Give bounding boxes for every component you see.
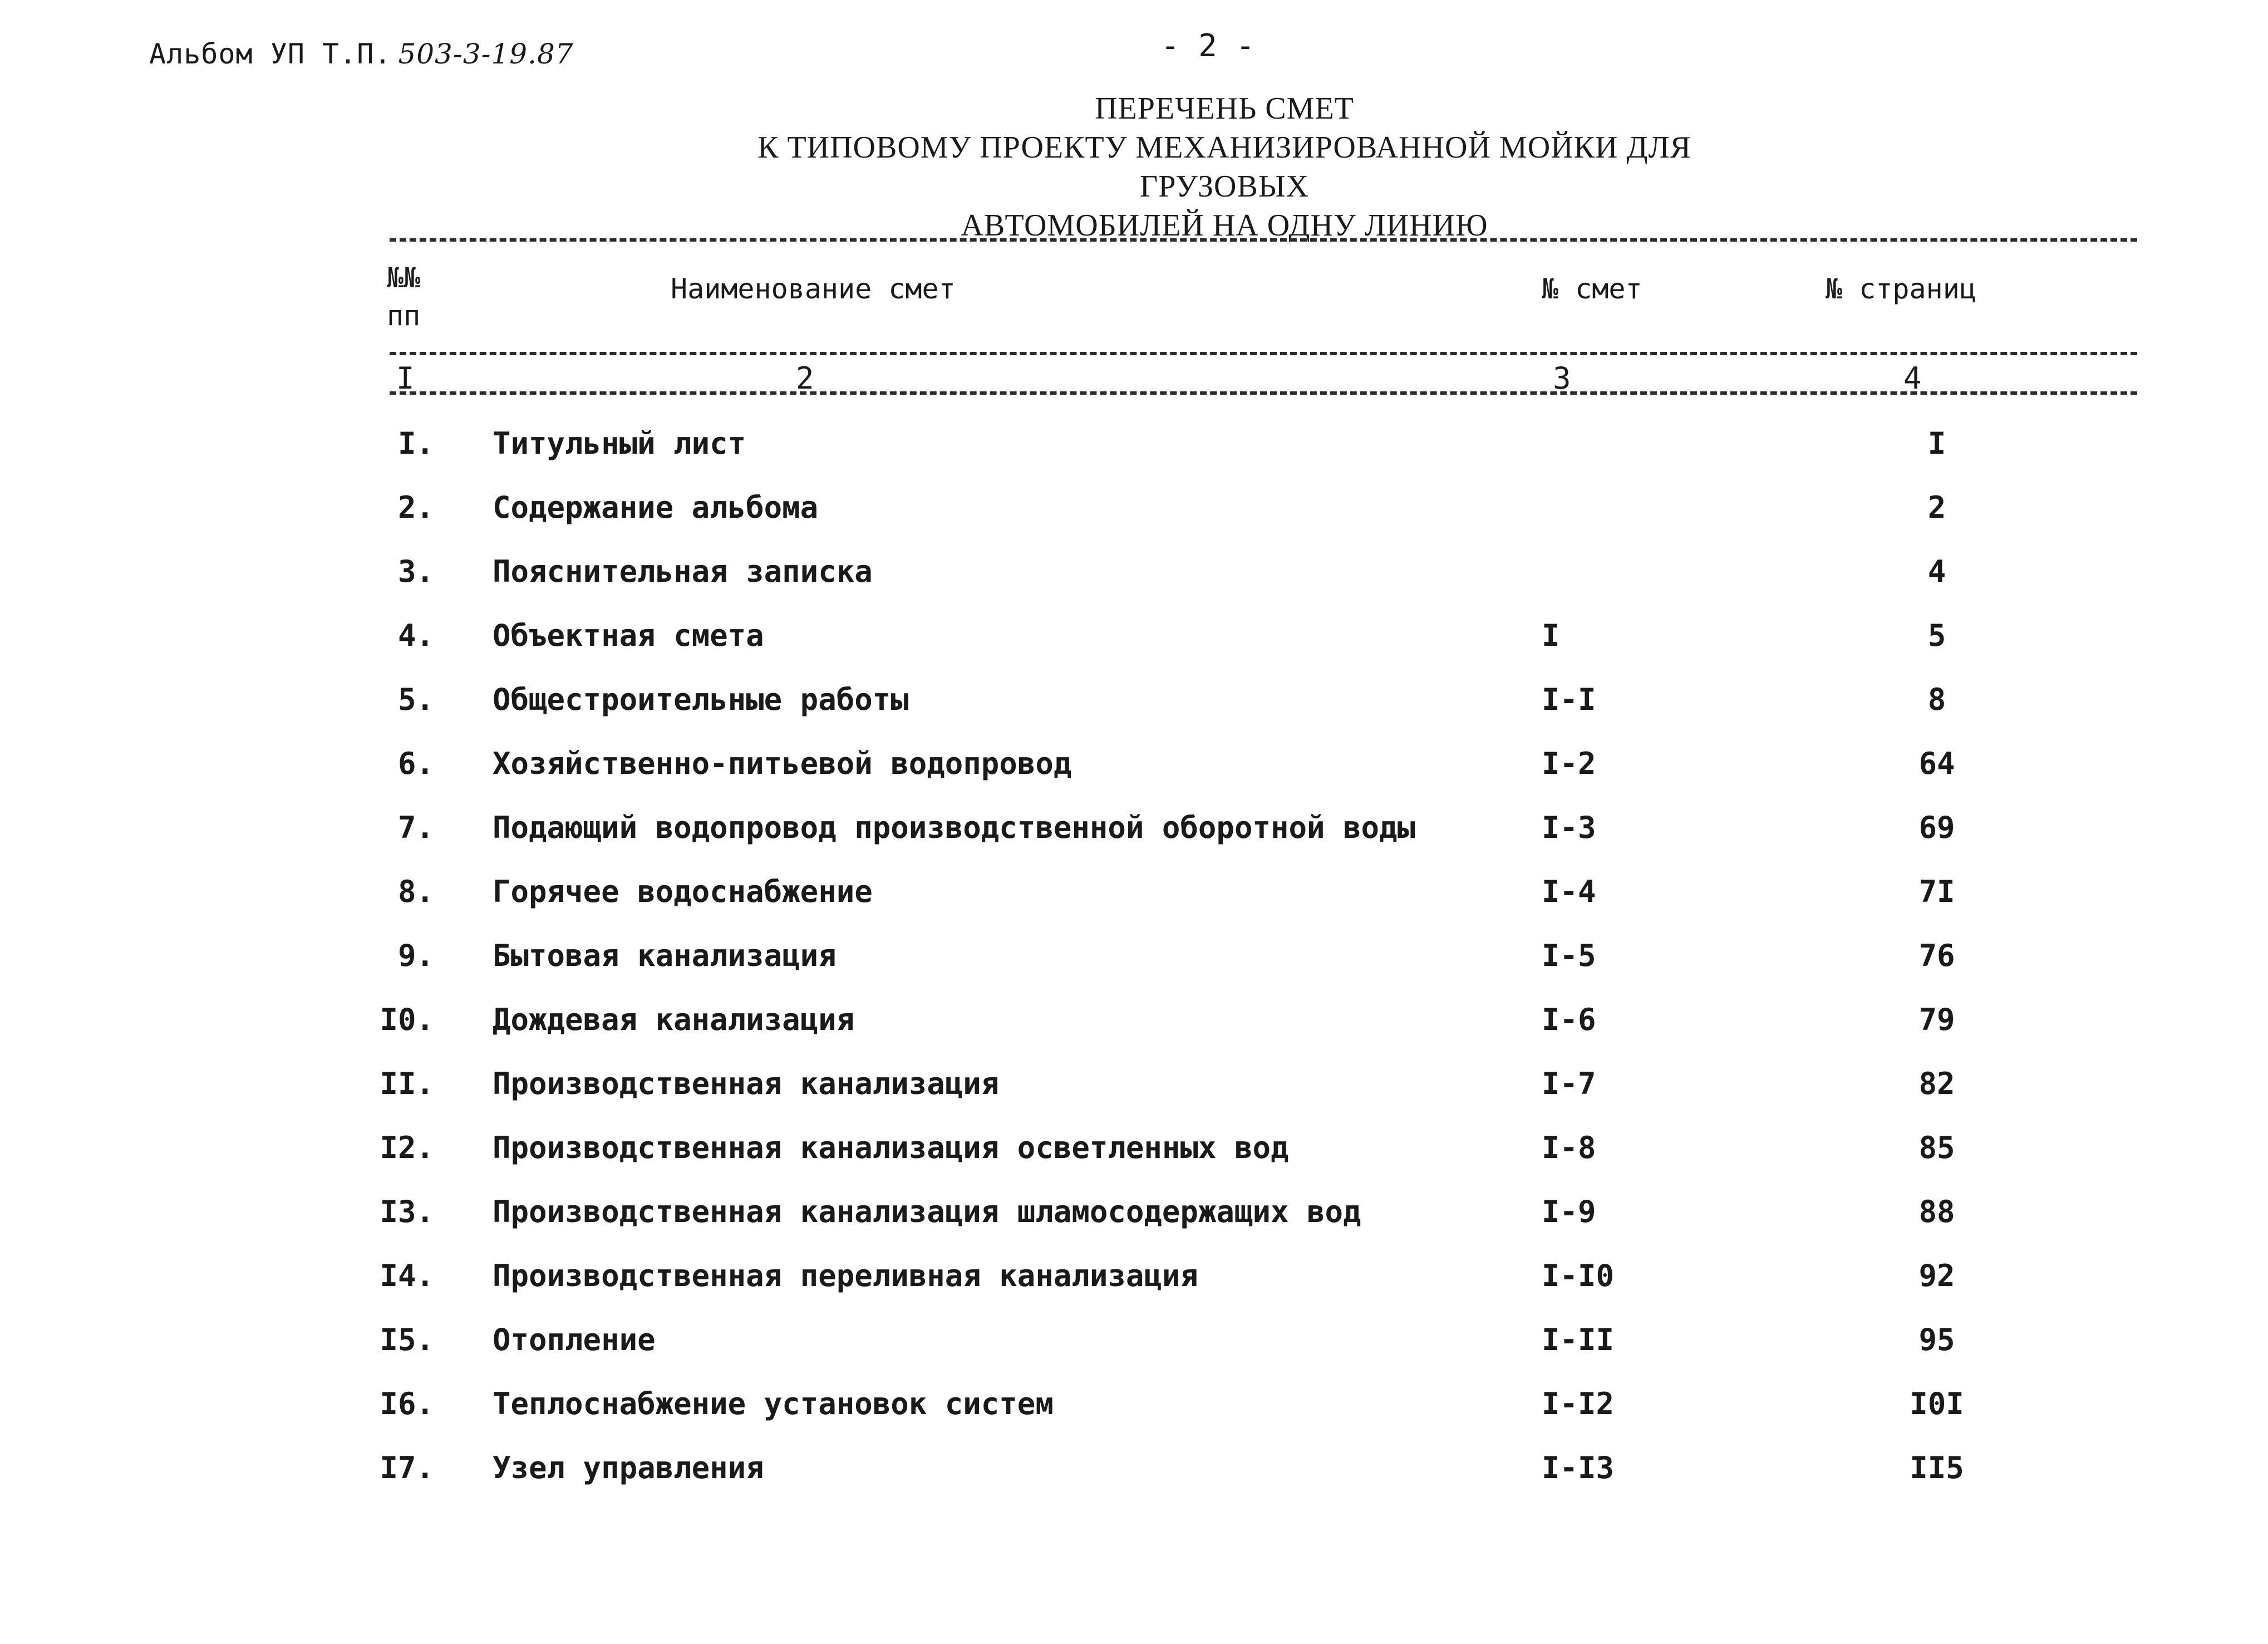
row-estimate-code: I-5: [1542, 938, 1596, 973]
album-designation: [149, 38, 574, 70]
row-number: 5.: [397, 682, 434, 717]
row-page-number: 69: [1918, 810, 1955, 845]
row-estimate-name: Пояснительная записка: [493, 554, 873, 589]
table-row: [0, 1002, 2268, 1058]
title-line-2: К ТИПОВОМУ ПРОЕКТУ МЕХАНИЗИРОВАННОЙ МОЙКИ ДЛЯ ГРУЗОВЫХ: [757, 130, 1691, 204]
page-number: - 2 -: [1160, 28, 1255, 64]
row-number: 3.: [397, 554, 434, 589]
row-page-number: 2: [1927, 490, 1946, 525]
table-row: [0, 682, 2268, 738]
header-page: № страниц: [1826, 273, 1976, 305]
column-number-1: I: [396, 361, 415, 396]
row-estimate-code: I-8: [1542, 1130, 1596, 1165]
row-page-number: 92: [1918, 1258, 1955, 1293]
row-page-number: I: [1927, 426, 1946, 461]
table-row: [0, 1386, 2268, 1442]
row-estimate-code: I-7: [1542, 1066, 1596, 1101]
row-estimate-code: I-I0: [1542, 1258, 1615, 1293]
row-number: 7.: [397, 810, 434, 845]
row-page-number: 4: [1927, 554, 1946, 589]
album-label: Альбом УП Т.П.: [149, 38, 392, 70]
row-number: I0.: [380, 1002, 434, 1037]
row-page-number: II5: [1910, 1450, 1964, 1485]
table-row: [0, 554, 2268, 610]
table-row: [0, 1322, 2268, 1378]
header-num-line1: №№: [387, 262, 421, 294]
row-estimate-name: Титульный лист: [493, 426, 746, 461]
row-number: I.: [397, 426, 434, 461]
header-num-line2: пп: [387, 300, 421, 332]
row-estimate-code: I-6: [1542, 1002, 1596, 1037]
column-numbers-rule: [390, 391, 2137, 395]
table-row: [0, 1130, 2268, 1186]
row-estimate-code: I-9: [1542, 1194, 1596, 1229]
row-estimate-name: Производственная канализация осветленных вод: [493, 1130, 1289, 1165]
row-number: I4.: [380, 1258, 434, 1293]
row-estimate-name: Производственная канализация шламосодержащих вод: [493, 1194, 1361, 1229]
row-page-number: 7I: [1918, 874, 1955, 909]
row-page-number: 8: [1927, 682, 1946, 717]
row-page-number: 95: [1918, 1322, 1955, 1357]
row-estimate-code: I-II: [1542, 1322, 1615, 1357]
row-estimate-name: Общестроительные работы: [493, 682, 909, 717]
table-row: [0, 810, 2268, 866]
row-page-number: 82: [1918, 1066, 1955, 1101]
table-row: [0, 938, 2268, 994]
row-estimate-code: I-I: [1542, 682, 1596, 717]
row-number: 4.: [397, 618, 434, 653]
row-number: I5.: [380, 1322, 434, 1357]
table-row: [0, 1066, 2268, 1122]
row-number: 9.: [397, 938, 434, 973]
row-estimate-code: I-I3: [1542, 1450, 1615, 1485]
row-page-number: 64: [1918, 746, 1955, 781]
table-row: [0, 1450, 2268, 1506]
column-number-3: 3: [1553, 361, 1571, 396]
row-estimate-name: Объектная смета: [493, 618, 764, 653]
header-bottom-rule: [390, 352, 2137, 355]
row-estimate-name: Хозяйственно-питьевой водопровод: [493, 746, 1072, 781]
row-estimate-name: Производственная переливная канализация: [493, 1258, 1198, 1293]
row-estimate-code: I-4: [1542, 874, 1596, 909]
row-estimate-name: Подающий водопровод производственной оборотной воды: [493, 810, 1416, 845]
row-estimate-name: Бытовая канализация: [493, 938, 837, 973]
row-estimate-name: Содержание альбома: [493, 490, 819, 525]
row-estimate-name: Горячее водоснабжение: [493, 874, 873, 909]
table-row: [0, 426, 2268, 482]
row-number: I6.: [380, 1386, 434, 1421]
row-number: I2.: [380, 1130, 434, 1165]
row-estimate-name: Дождевая канализация: [493, 1002, 855, 1037]
row-number: I3.: [380, 1194, 434, 1229]
column-number-4: 4: [1903, 361, 1922, 396]
table-row: [0, 1194, 2268, 1250]
title-line-1: ПЕРЕЧЕНЬ СМЕТ: [1095, 91, 1354, 126]
row-page-number: 79: [1918, 1002, 1955, 1037]
document-title: [724, 89, 1725, 245]
row-estimate-code: I-I2: [1542, 1386, 1615, 1421]
table-top-rule: [390, 238, 2137, 242]
header-name: Наименование смет: [671, 273, 956, 305]
column-number-2: 2: [796, 361, 814, 396]
row-page-number: 5: [1927, 618, 1946, 653]
album-code: 503-3-19.87: [398, 38, 574, 70]
header-code: № смет: [1542, 273, 1642, 305]
table-row: [0, 746, 2268, 802]
row-estimate-name: Узел управления: [493, 1450, 764, 1485]
row-estimate-code: I-2: [1542, 746, 1596, 781]
row-estimate-name: Теплоснабжение установок систем: [493, 1386, 1054, 1421]
row-number: 8.: [397, 874, 434, 909]
row-number: 2.: [397, 490, 434, 525]
row-estimate-code: I: [1542, 618, 1560, 653]
row-estimate-code: I-3: [1542, 810, 1596, 845]
table-row: [0, 618, 2268, 674]
row-estimate-name: Отопление: [493, 1322, 656, 1357]
title-line-3: АВТОМОБИЛЕЙ НА ОДНУ ЛИНИЮ: [961, 208, 1488, 243]
row-page-number: 76: [1918, 938, 1955, 973]
row-estimate-name: Производственная канализация: [493, 1066, 1000, 1101]
row-number: I7.: [380, 1450, 434, 1485]
row-number: 6.: [397, 746, 434, 781]
table-row: [0, 1258, 2268, 1314]
row-page-number: 85: [1918, 1130, 1955, 1165]
table-row: [0, 874, 2268, 930]
table-row: [0, 490, 2268, 546]
row-number: II.: [380, 1066, 434, 1101]
row-page-number: I0I: [1910, 1386, 1964, 1421]
row-page-number: 88: [1918, 1194, 1955, 1229]
